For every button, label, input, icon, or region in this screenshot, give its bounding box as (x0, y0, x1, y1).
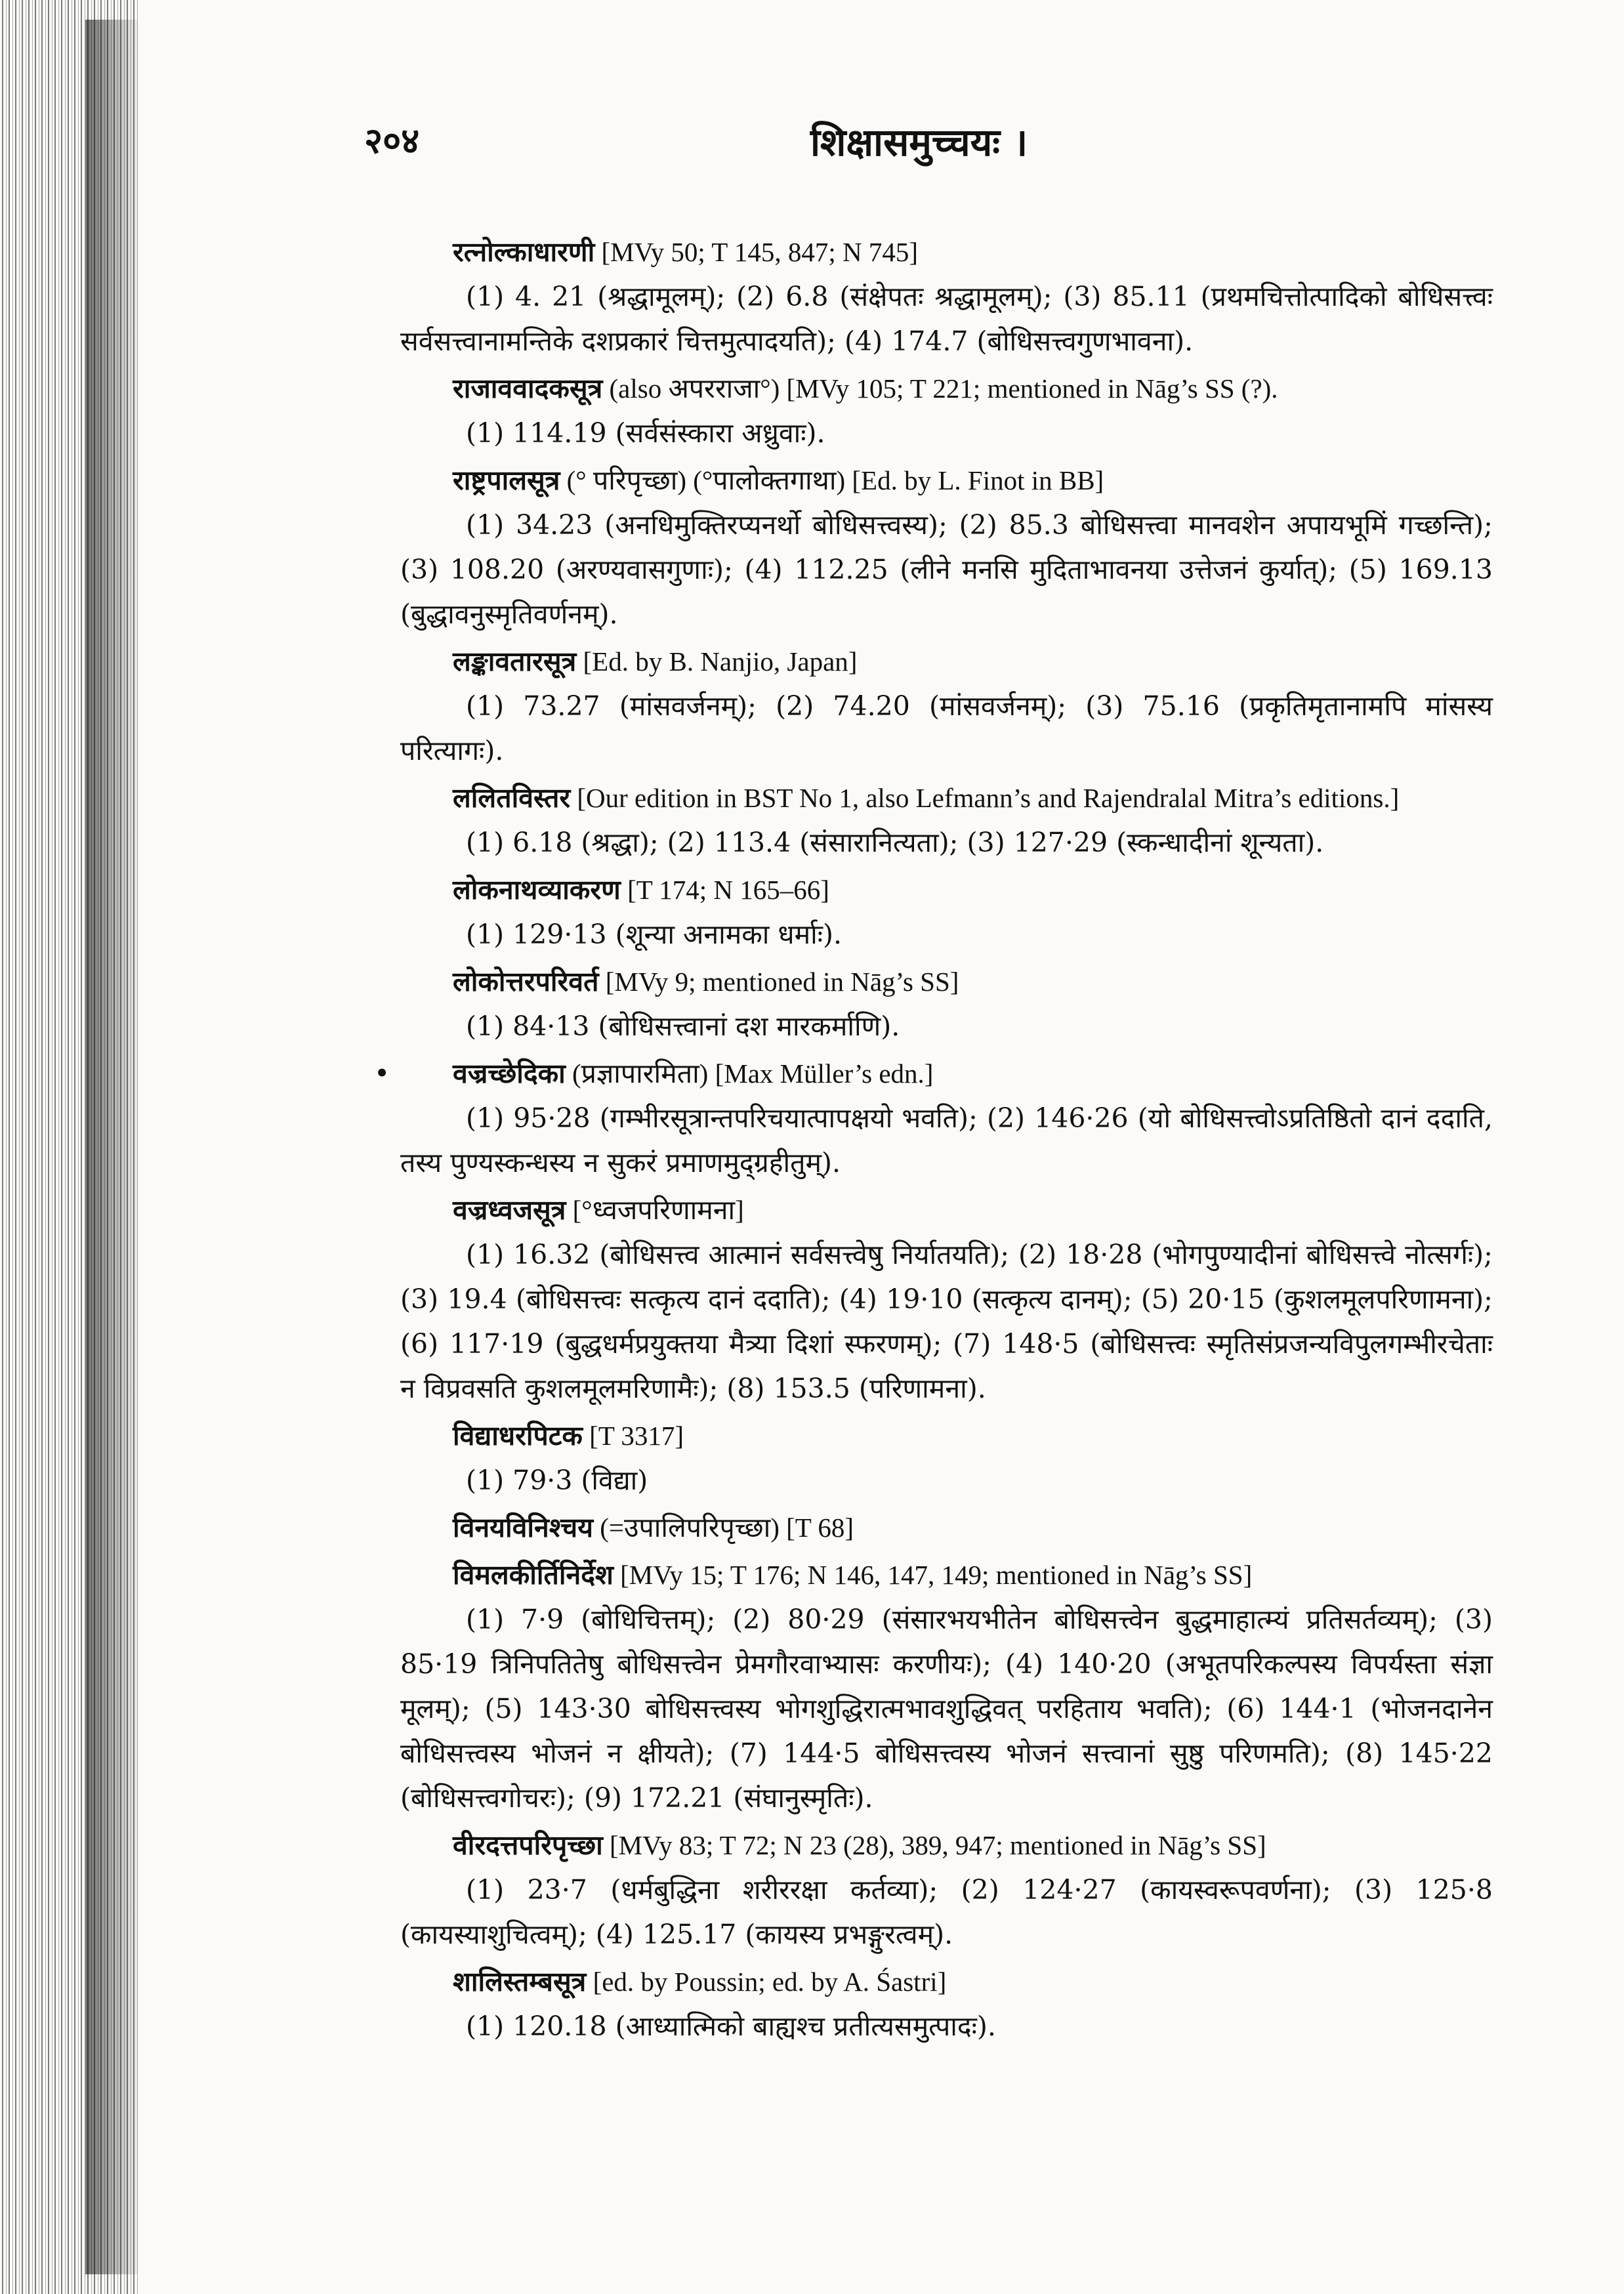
entry-heading (400, 1505, 1493, 1550)
entry-heading (400, 458, 1493, 503)
entry-vajradhvaja (400, 1188, 1493, 1411)
entry-references: (1) 79·3 (विद्या) (466, 1465, 648, 1496)
entry-viradattapariprccha (400, 1823, 1493, 1957)
entry-references: (1) 120.18 (आध्यात्मिको बाह्यश्च प्रतीत्यसमुत्पादः). (466, 2011, 996, 2042)
entry-bibliography: [T 174; N 165–66] (620, 875, 829, 905)
entry-title: लोकनाथव्याकरण (453, 874, 621, 906)
entry-references: (1) 23·7 (धर्मबुद्धिना शरीररक्षा कर्तव्या); (2) 124·27 (कायस्वरूपवर्णना); (3) 125·8 (कायस्याशुचित्वम्); (4) 125.17 (कायस्य प्रभङ्गुरत्वम्). (400, 1874, 1493, 1950)
entry-references: (1) 84·13 (बोधिसत्त्वानां दश मारकर्माणि). (466, 1011, 900, 1042)
entry-bibliography: (also अपरराजा°) [MVy 105; T 221; mentioned in Nāg’s SS (?). (602, 373, 1278, 404)
entry-title: राष्ट्रपालसूत्र (453, 465, 560, 496)
entry-bibliography: [Ed. by B. Nanjio, Japan] (576, 646, 858, 677)
entry-heading (400, 639, 1493, 684)
entry-references: (1) 129·13 (शून्या अनामका धर्माः). (466, 919, 843, 950)
entry-heading (400, 959, 1493, 1004)
entry-heading (400, 867, 1493, 912)
entry-title: लोकोत्तरपरिवर्त (453, 966, 599, 997)
entry-bibliography: [°ध्वजपरिणामना] (566, 1195, 744, 1225)
entry-heading (400, 1959, 1493, 2004)
entry-bibliography: [ed. by Poussin; ed. by A. Śastri] (586, 1967, 947, 1997)
entry-references: (1) 16.32 (बोधिसत्त्व आत्मानं सर्वसत्त्वेषु निर्यातयति); (2) 18·28 (भोगपुण्यादीनां बोधिसत्त्वे नोत्सर्गः); (3) 19.4 (बोधिसत्त्वः सत्कृत्य दानं ददाति); (4) 19·10 (सत्कृत्य दानम्); (5) 20·15 (कुशलमूलपरिणामना); (6) 117·19 (बुद्धधर्मप्रयुक्तया मैत्र्या दिशां स्फरणम्); (7) 148·5 (बोधिसत्त्वः स्मृतिसंप्रजन्यविपुलगम्भीरचेताः न विप्रवसति कुशलमूलमरिणामैः); (8) 153.5 (परिणामना). (400, 1239, 1493, 1404)
entry-title: विमलकीर्तिनिर्देश (453, 1559, 614, 1591)
entry-title: वज्रध्वजसूत्र (453, 1194, 566, 1226)
entry-heading (400, 1188, 1493, 1232)
entry-vimalakirtinirdesha (400, 1553, 1493, 1820)
entry-heading (400, 230, 1493, 274)
entry-ratnolkadharani (400, 230, 1493, 364)
entry-bibliography: (प्रज्ञापारमिता) [Max Müller’s edn.] (565, 1058, 934, 1089)
entry-bibliography: [MVy 15; T 176; N 146, 147, 149; mentioned in Nāg’s SS] (613, 1560, 1253, 1590)
entry-heading (400, 1823, 1493, 1867)
entry-bibliography: [MVy 83; T 72; N 23 (28), 389, 947; mentioned in Nāg’s SS] (602, 1830, 1266, 1860)
page-number: २०४ (364, 119, 420, 161)
margin-dot: • (374, 1058, 390, 1089)
entry-rashtrapala (400, 458, 1493, 636)
entry-title: राजाववादकसूत्र (453, 373, 603, 404)
entry-heading (400, 776, 1493, 820)
entry-title: शालिस्तम्बसूत्र (453, 1966, 587, 1997)
entry-heading (400, 1051, 1493, 1096)
entry-bibliography: [Our edition in BST No 1, also Lefmann’s and Rajendralal Mitra’s editions.] (570, 783, 1400, 813)
entry-references: (1) 6.18 (श्रद्धा); (2) 113.4 (संसारानित्यता); (3) 127·29 (स्कन्धादीनां शून्यता). (466, 827, 1324, 858)
entry-bibliography: [MVy 50; T 145, 847; N 745] (594, 237, 918, 267)
entry-lokottaraparivarta (400, 959, 1493, 1049)
page-header (364, 115, 1499, 167)
entry-bibliography: [T 3317] (582, 1421, 684, 1451)
entry-lankavatara (400, 639, 1493, 773)
entry-heading (400, 1413, 1493, 1458)
entry-references: (1) 114.19 (सर्वसंस्कारा अध्रुवाः). (466, 417, 825, 449)
bibliography-list (374, 230, 1493, 2051)
page-title: शिक्षासमुच्चयः । (810, 120, 1028, 165)
entry-title: लङ्कावतारसूत्र (453, 646, 577, 677)
entry-references: (1) 34.23 (अनधिमुक्तिरप्यनर्थो बोधिसत्त्वस्य); (2) 85.3 बोधिसत्त्वा मानवशेन अपायभूमिं गच्छन्ति); (3) 108.20 (अरण्यवासगुणाः); (4) 112.25 (लीने मनसि मुदिताभावनया उत्तेजनं कुर्यात्); (5) 169.13 (बुद्धावनुस्मृतिवर्णनम्). (400, 509, 1493, 630)
entry-heading (400, 366, 1493, 411)
binding-shadow (85, 20, 138, 2274)
entry-vajracchedika (374, 1051, 1493, 1185)
entry-references: (1) 7·9 (बोधिचित्तम्); (2) 80·29 (संसारभयभीतेन बोधिसत्त्वेन बुद्धमाहात्म्यं प्रतिसर्तव्यम्); (3) 85·19 त्रिनिपतितेषु बोधिसत्त्वेन प्रेमगौरवाभ्यासः करणीयः); (4) 140·20 (अभूतपरिकल्पस्य विपर्यस्ता संज्ञा मूलम्); (5) 143·30 बोधिसत्त्वस्य भोगशुद्धिरात्मभावशुद्धिवत् परहिताय भवति); (6) 144·1 (भोजनदानेन बोधिसत्त्वस्य भोजनं न क्षीयते); (7) 144·5 बोधिसत्त्वस्य भोजनं सत्त्वानां सुष्ठु परिणमति); (8) 145·22 (बोधिसत्त्वगोचरः); (9) 172.21 (संघानुस्मृतिः). (400, 1604, 1493, 1814)
entry-references: (1) 4. 21 (श्रद्धामूलम्); (2) 6.8 (संक्षेपतः श्रद्धामूलम्); (3) 85.11 (प्रथमचित्तोत्पादिको बोधिसत्त्वः सर्वसत्त्वानामन्तिके दशप्रकारं चित्तमुत्पादयति); (4) 174.7 (बोधिसत्त्वगुणभावना). (400, 281, 1493, 357)
entry-references: (1) 73.27 (मांसवर्जनम्); (2) 74.20 (मांसवर्जनम्); (3) 75.16 (प्रकृतिमृतानामपि मांसस्य परित्यागः). (400, 690, 1493, 766)
entry-title: वीरदत्तपरिपृच्छा (453, 1829, 603, 1861)
entry-title: विनयविनिश्चय (453, 1512, 593, 1543)
entry-rajavavadaka (400, 366, 1493, 455)
entry-lokanathavyakarana (400, 867, 1493, 957)
entry-title: रत्नोल्काधारणी (453, 236, 595, 268)
entry-title: विद्याधरपिटक (453, 1420, 583, 1451)
entry-vinayavinishcaya (400, 1505, 1493, 1550)
entry-bibliography: (° परिपृच्छा) (°पालोक्तगाथा) [Ed. by L. Finot in BB] (560, 465, 1104, 495)
entry-title: ललितविस्तर (453, 782, 571, 814)
entry-references: (1) 95·28 (गम्भीरसूत्रान्तपरिचयात्पापक्षयो भवति); (2) 146·26 (यो बोधिसत्त्वोऽप्रतिष्ठितो दानं ददाति, तस्य पुण्यस्कन्धस्य न सुकरं प्रमाणमुद्ग्रहीतुम्). (400, 1102, 1493, 1178)
entry-vidyadharapitaka (400, 1413, 1493, 1503)
entry-shalistamba (400, 1959, 1493, 2049)
entry-heading (400, 1553, 1493, 1597)
entry-bibliography: [MVy 9; mentioned in Nāg’s SS] (598, 967, 959, 997)
entry-title: वज्रच्छेदिका (453, 1058, 566, 1089)
entry-bibliography: (=उपालिपरिपृच्छा) [T 68] (593, 1512, 854, 1543)
entry-lalitavistara (400, 776, 1493, 865)
